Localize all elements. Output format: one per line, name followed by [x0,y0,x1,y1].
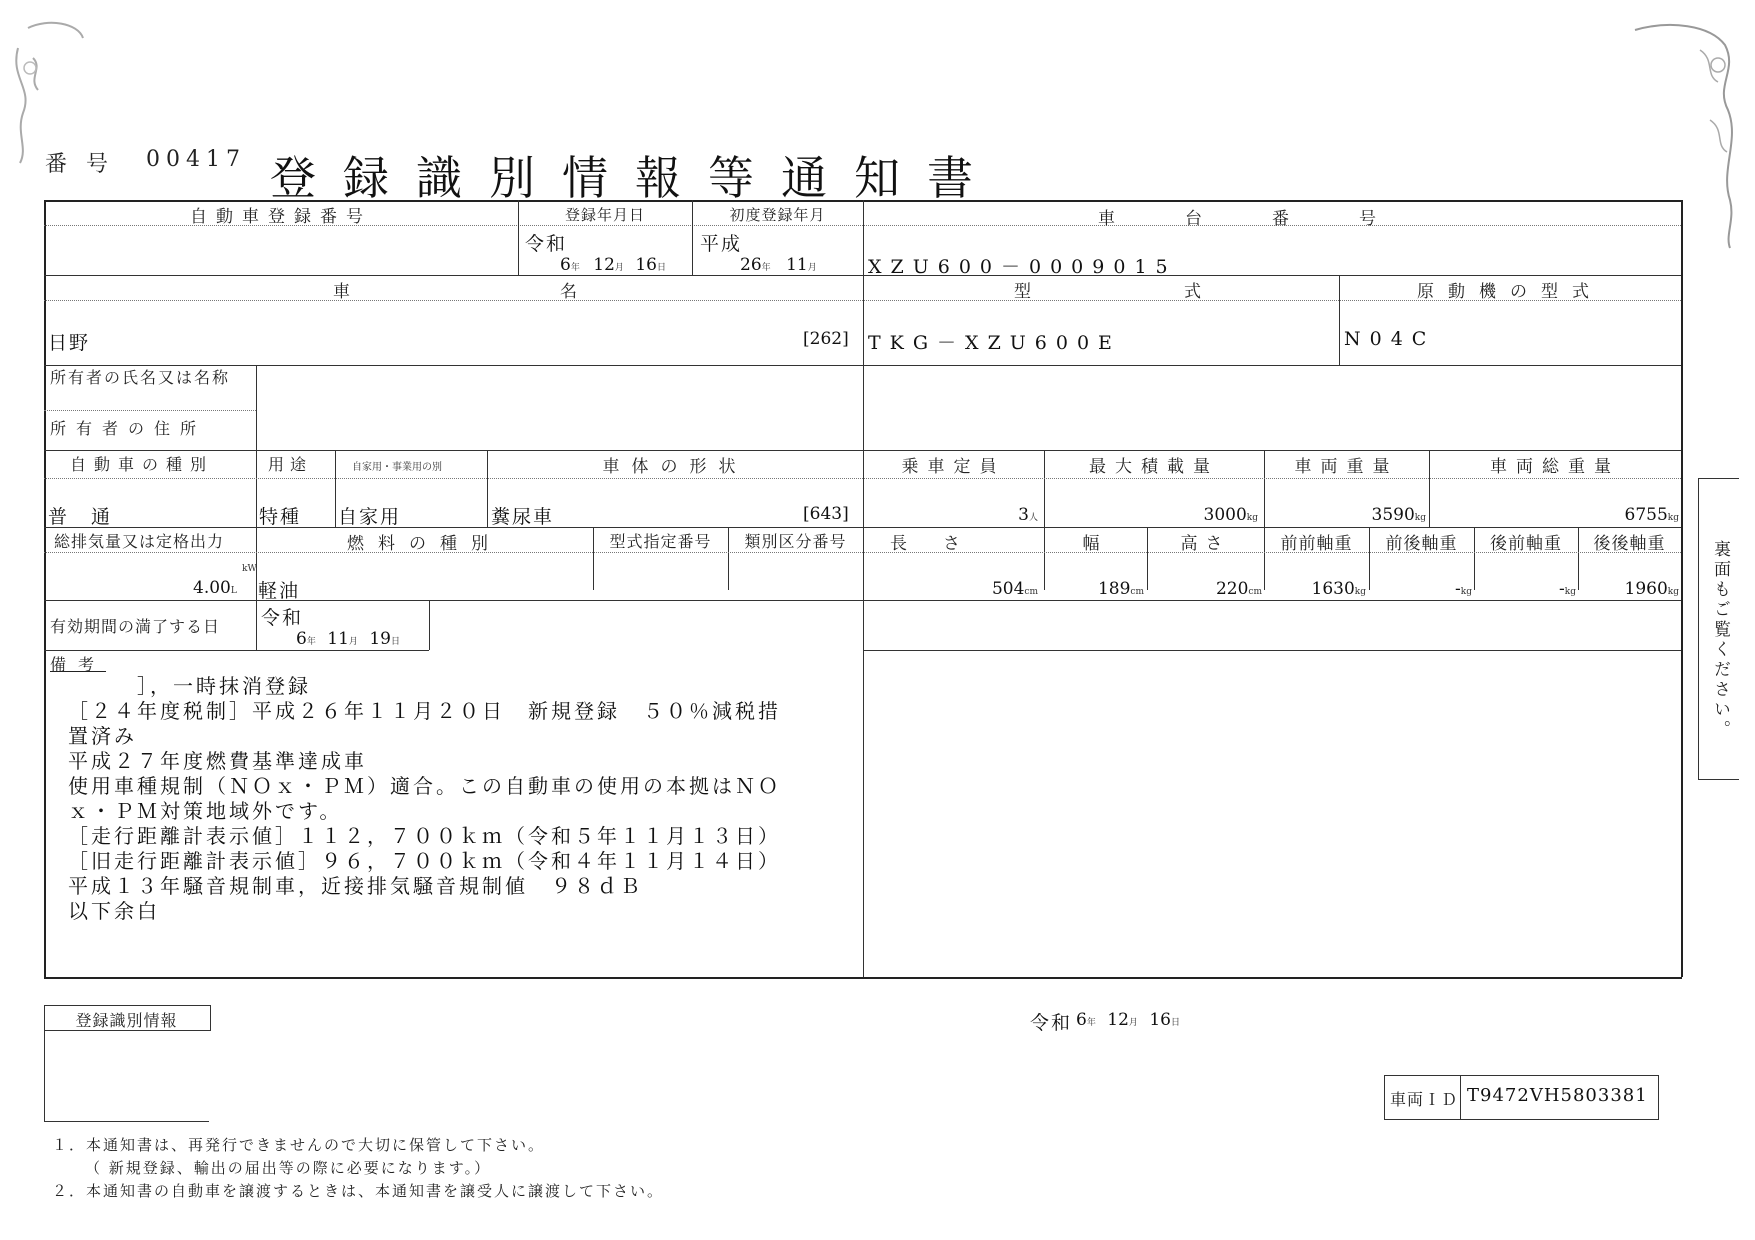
remarks-text [68,674,781,924]
remarks-line: ］，一時抹消登録 [68,674,311,698]
chassis-number: XZU600－0009015 [868,256,1177,278]
rr-axle-label: 後後軸重 [1593,534,1666,554]
engine-value: N04C [1344,328,1436,350]
max-load-value: 3000kg [1203,505,1258,525]
vehicle-name-label-1: 車 [333,282,359,302]
height-value: 220cm [1215,579,1262,599]
vehicle-name-code: [262] [803,329,849,349]
info-label: 登録識別情報 [75,1011,178,1030]
ff-axle-label: 前前軸重 [1280,534,1353,554]
rr-axle-value: 1960kg [1624,579,1679,599]
model-value: TKG－XZU600E [868,332,1121,354]
displacement-value: 4.00L [193,578,237,598]
fr-axle-label: 前後軸重 [1385,534,1458,554]
first-reg-label: 初度登録年月 [729,206,826,224]
kind-label: 自動車の種別 [70,455,215,474]
kind-value: 普 通 [48,506,120,528]
footer-note-1b: （ 新規登録、輸出の届出等の際に必要になります。） [85,1159,492,1177]
displacement-label: 総排気量又は定格出力 [54,532,225,551]
document-number: 00417 [146,147,246,172]
remarks-line: 平成１３年騒音規制車，近接排気騒音規制値 ９８ｄＢ [68,874,643,898]
body-label: 車体の形状 [602,457,748,477]
use-label: 用途 [268,455,313,474]
reg-date-value: 6年 12月 16日 [560,255,666,275]
type-designation-label: 型式指定番号 [609,532,712,551]
expiry-label: 有効期間の満了する日 [50,617,221,636]
document-number-label: 番 号 [45,152,114,177]
remarks-line: ［２４年度税制］平成２６年１１月２０日 新規登録 ５０％減税措 [68,699,781,723]
rf-axle-label: 後前軸重 [1490,534,1562,554]
owner-address-label: 所有者の住所 [50,419,207,438]
document-title: 登録識別情報等通知書 [270,151,1000,205]
width-value: 189cm [1097,579,1144,599]
remarks-line: ［旧走行距離計表示値］９６，７００ｋｍ（令和４年１１月１４日） [68,849,781,873]
private-label: 自家用・事業用の別 [352,462,442,473]
expiry-era: 令和 [261,607,304,629]
expiry-date: 6年 11月 19日 [296,629,400,649]
side-note: 裏面もご覧ください。 [1710,540,1730,740]
displacement-unit-kw: kW [242,564,257,574]
body-value: 糞尿車 [491,506,555,528]
vehicle-id-value: T9472VH5803381 [1467,1085,1648,1106]
private-value: 自家用 [338,506,402,528]
remarks-line: 平成２７年度燃費基準達成車 [68,749,367,773]
vehicle-name-label-2: 名 [560,282,586,302]
first-reg-value: 26年 11月 [740,255,817,275]
max-load-label: 最大積載量 [1089,457,1219,477]
vehicle-id-label: 車両ＩＤ [1390,1090,1459,1109]
reg-number-label: 自動車登録番号 [190,207,372,227]
use-value: 特種 [259,506,302,528]
engine-label: 原動機の型式 [1417,282,1603,302]
vehicle-name: 日野 [48,332,91,354]
height-label: 高さ [1180,534,1231,554]
gross-weight-label: 車両総重量 [1490,457,1620,477]
remarks-line: 以下余白 [68,899,160,923]
length-label: 長さ [890,534,996,554]
ff-axle-value: 1630kg [1311,579,1366,599]
remarks-line: ｘ・ＰＭ対策地域外です。 [68,799,343,823]
remarks-line: 置済み [68,724,137,748]
fr-axle-value: -kg [1455,579,1472,599]
chassis-label: 車台番号 [1098,209,1446,229]
gross-weight-value: 6755kg [1624,505,1679,525]
length-value: 504cm [991,579,1038,599]
vehicle-weight-label: 車両重量 [1294,457,1399,477]
body-code: [643] [803,504,849,524]
footer-date: 6年 12月 16日 [1076,1010,1180,1030]
footer-date-era: 令和 [1030,1012,1073,1034]
fuel-value: 軽油 [258,580,301,602]
capacity-label: 乗車定員 [901,457,1006,477]
model-label-2: 式 [1184,282,1210,302]
capacity-value: 3人 [1018,505,1038,525]
remarks-line: 使用車種規制（ＮＯｘ・ＰＭ）適合。この自動車の使用の本拠はＮＯ [68,774,781,798]
rf-axle-value: -kg [1559,579,1576,599]
width-label: 幅 [1082,534,1109,554]
footer-note-2: ２．本通知書の自動車を譲渡するときは、本通知書を譲受人に譲渡して下さい。 [52,1182,665,1200]
owner-name-label: 所有者の氏名又は名称 [50,368,231,387]
reg-era: 令和 [525,233,568,255]
first-reg-era: 平成 [700,233,743,255]
remarks-line: ［走行距離計表示値］１１２，７００ｋｍ（令和５年１１月１３日） [68,824,781,848]
corner-ornament-left [8,18,88,168]
model-label-1: 型 [1014,282,1040,302]
footer-note-1: １．本通知書は、再発行できませんので大切に保管して下さい。 [52,1136,546,1154]
reg-date-label: 登録年月日 [564,206,645,224]
category-number-label: 類別区分番号 [744,532,847,551]
remarks-label: 備考 [50,655,107,674]
vehicle-weight-value: 3590kg [1371,505,1426,525]
fuel-label: 燃料の種別 [347,534,502,554]
